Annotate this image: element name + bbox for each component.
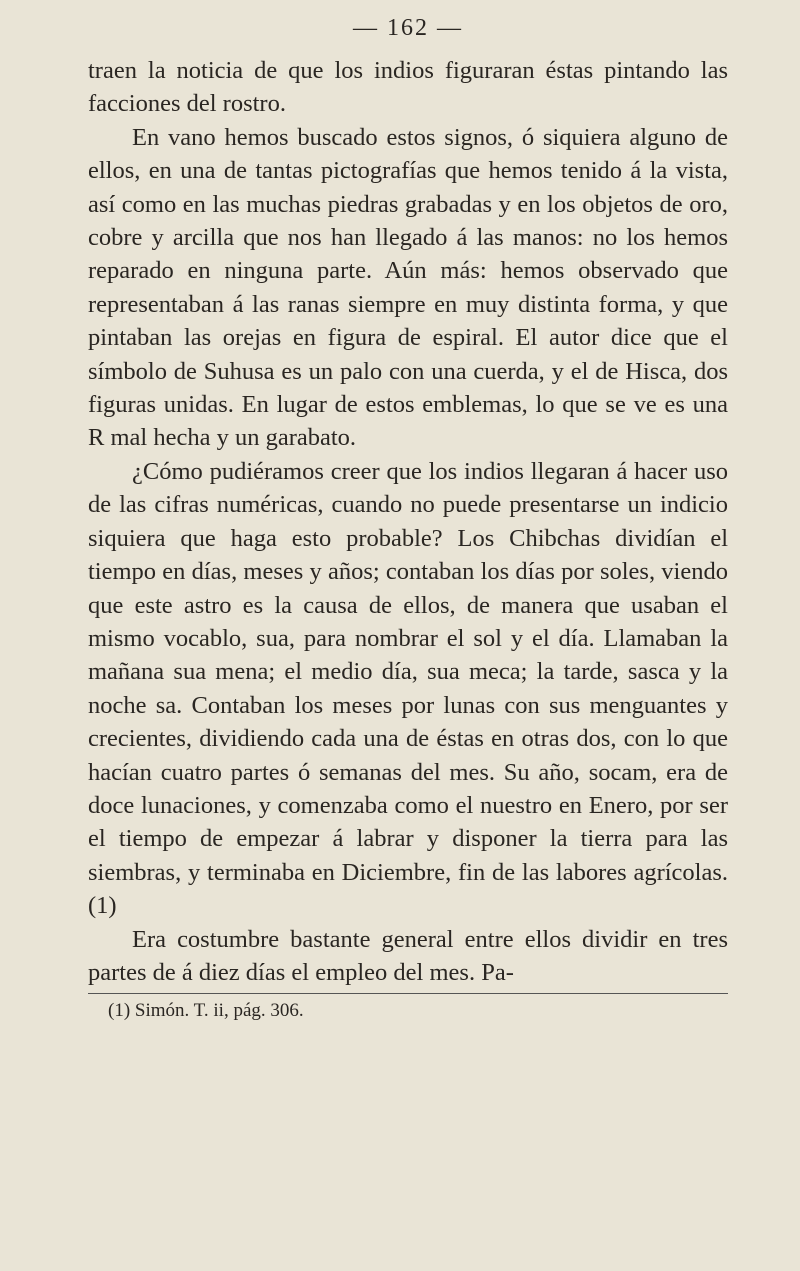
body-text (88, 54, 728, 989)
paragraph-1: traen la noticia de que los indios figuraran éstas pintando las facciones del rostro. (88, 57, 728, 118)
page-number-header: — 162 — (353, 15, 463, 41)
paragraph-3: ¿Cómo pudiéramos creer que los indios llegaran á hacer uso de las cifras numéricas, cuando no puede presentarse un indicio siquiera que haga esto probable? Los Chibchas dividían el tiempo en días, meses y años; contaban los días por soles, viendo que este astro es la causa de ellos, de manera que usaban el mismo vocablo, sua, para nombrar el sol y el día. Llamaban la mañana sua mena; el medio día, sua meca; la tarde, sasca y la noche sa. Contaban los meses por lunas con sus menguantes y crecientes, dividiendo cada una de éstas en otras dos, con lo que hacían cuatro partes ó semanas del mes. Su año, socam, era de doce lunaciones, y comenzaba como el nuestro en Enero, por ser el tiempo de empezar á labrar y disponer la tierra para las siembras, y terminaba en Diciembre, fin de las labores agrícolas. (1) (88, 457, 728, 920)
paragraph-4: Era costumbre bastante general entre ellos dividir en tres partes de á diez días el empleo del mes. Pa- (88, 925, 728, 986)
footnote-divider (88, 993, 728, 994)
paragraph-2: En vano hemos buscado estos signos, ó siquiera alguno de ellos, en una de tantas pictografías que hemos tenido á la vista, así como en las muchas piedras grabadas y en los objetos de oro, cobre y arcilla que nos han llegado á las manos: no los hemos reparado en ninguna parte. Aún más: hemos observado que representaban á las ranas siempre en muy distinta forma, y que pintaban las orejas en figura de espiral. El autor dice que el símbolo de Suhusa es un palo con una cuerda, y el de Hisca, dos figuras unidas. En lugar de estos emblemas, lo que se ve es una R mal hecha y un garabato. (88, 123, 728, 452)
footnote: (1) Simón. T. ii, pág. 306. (108, 1000, 304, 1022)
